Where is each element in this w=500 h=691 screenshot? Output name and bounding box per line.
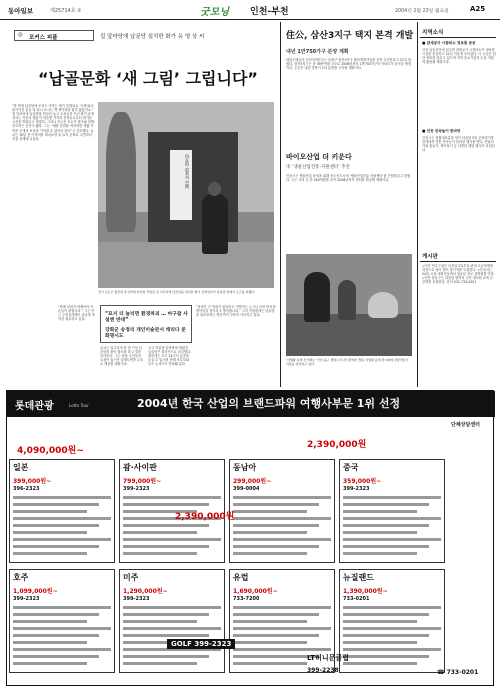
ad-block-text-line [13, 634, 99, 637]
ad-block-text-line [123, 552, 197, 555]
ad-block-title: 호주 [13, 573, 29, 582]
ad-block-text-line [343, 552, 417, 555]
ad-honeymoon-phone: 399-2238 [307, 667, 339, 674]
ad-bottom-phone: ☎ 733-0201 [437, 669, 479, 676]
ad-block-text-line [343, 655, 429, 658]
feature-headline: “납골문화 ‘새 그림’ 그립니다” [38, 69, 258, 88]
ad-block-text-line [123, 620, 197, 623]
newspaper-name: 동아일보 [8, 7, 34, 15]
kicker-bullet-icon: ◎ [18, 32, 23, 38]
ad-block-text-line [343, 606, 441, 609]
ad-block-text-line [13, 613, 99, 616]
local-news-title: 지역소식 [422, 30, 444, 36]
ad-block-text-line [13, 531, 87, 534]
ad-block-price: 399,000원~ [13, 478, 52, 485]
column-divider-right [417, 22, 418, 387]
ad-block-text-line [123, 545, 209, 548]
local-news-item2-body: 인천시는 정월대보름을 맞아 다음달 5일 문학경기장 일대에서 전통 민속놀이 한마당 행사를 연다. 연날리기와 윷놀이, 제기차기 등 다양한 체험 행사가 마련된다. [422, 136, 495, 153]
kicker-subtitle: 집 앞마당에 납골당 설치한 화가 유 영 상 씨 [100, 34, 205, 40]
ad-block-text-line [233, 606, 331, 609]
ad-block-phone: 399-2323 [123, 596, 150, 602]
photo-tree [106, 112, 136, 232]
mid2-photo-caption: ‘야생화 분재 신기해요’ 인천 중구 생명누리 전시장에서 열린 야생화 분재 전시회에 관람객들이 작품을 감상하고 있다. [286, 358, 409, 367]
ad-block-text-line [233, 662, 307, 665]
mid1-headline: 住公, 삼산3지구 택지 본격 개발 [286, 31, 414, 41]
ad-block-phone: 396-2323 [13, 486, 40, 492]
right-column [420, 24, 496, 386]
ad-block-text-line [13, 545, 99, 548]
ad-block-text-line [233, 620, 307, 623]
pull-quote-box [100, 305, 192, 343]
ad-block-phone: 399-2323 [123, 486, 150, 492]
goodmorning-logo: 굿모닝 [200, 7, 229, 18]
ad-block-text-line [123, 655, 209, 658]
ad-headline: 2004년 한국 산업의 브랜드파워 여행사부문 1위 선정 [137, 397, 401, 410]
ad-honeymoon-logo: LT허니문클럽 [307, 654, 349, 662]
ad-block-text-line [343, 662, 417, 665]
ad-block-price: 1,390,000원~ [343, 588, 388, 595]
feature-body-col3: 유씨는 일주일에 한 번 이상 납골당을 찾아 청소를 하고 꽃을 갈아둔다. 그는 마을 주민들의 요청이 있으면 설계도면을 무료로 제공할 계획이다. [100, 346, 144, 367]
feature-body-col2: “장례 문화가 바뀌어야 후손들이 편합니다.” 그는 인근 주민들에게도 납골당 조성을 권유하고 있다. [58, 305, 95, 322]
pull-quote-1: “묘지 더 늘리면 환경파괴 … 마구잡 사설엔 반대” [105, 312, 188, 323]
bulletin-title: 게시판 [422, 254, 438, 260]
ad-block-text-line [233, 503, 319, 506]
ad-block-text-line [233, 524, 319, 527]
ad-block-text-line [13, 517, 111, 520]
ad-block-text-line [233, 545, 319, 548]
ad-block-text-line [343, 510, 417, 513]
ad-big-price-2: 2,390,000원 [175, 512, 235, 522]
mid2-body: 인천시는 생물산업 육성을 위해 송도신도시에 ‘생물산업진흥·지원센터’를 건립한다고 밝혔다. 시는 국비 등 총 450억원을 들여 2006년까지 센터를 완공할 계획이다. [286, 174, 411, 183]
ad-block-text-line [123, 634, 209, 637]
issue-number: 제25714호 ② [50, 8, 82, 14]
ad-block-text-line [233, 627, 331, 630]
ad-block-text-line [343, 531, 417, 534]
feature-body-col5: “당장은 큰 변화가 없더라도 언젠가는 누구나 이런 방식을 받아들일 것이라고 생각합니다.” 그의 작업장에는 납골당을 둘러보려는 방문객이 꾸준히 이어지고 있다. [196, 305, 276, 318]
ad-block-phone: 399-0004 [233, 486, 260, 492]
feature-kicker-box [14, 30, 94, 41]
bulletin-body: ▽인천 연수구청은 다음달 2일부터 관내 초등학생을 대상으로 영어 캠프 참가자를 모집한다. ▽부천시는 24일 시청 대회의실에서 청소년 진로 설명회를 연다. ▽인천 남동구는 다음달 말까지 주민 정보화 교육 수강생을 모집한다. 문의 032-733-0201 [422, 264, 495, 285]
ad-block-text-line [233, 552, 307, 555]
mid-article-2 [284, 150, 414, 385]
ad-block-text-line [13, 627, 111, 630]
photo-ground [98, 242, 274, 288]
ad-block-text-line [13, 606, 111, 609]
ad-block-text-line [233, 531, 307, 534]
ad-block-text-line [123, 531, 197, 534]
ad-block [9, 459, 115, 563]
ad-block-text-line [13, 662, 87, 665]
photo-visitor-1 [304, 272, 330, 322]
ad-block-text-line [13, 524, 99, 527]
ad-block-text-line [123, 538, 221, 541]
feature-body-col4: 고고 작업장 앞마당에 세워진 납골당은 화강석으로 마감했다. 내부에는 모두 24기의 유골을 모실 수 있으며 현재 조부모와 부모 등 6기가 안치돼 있다. [148, 346, 192, 367]
ad-block [9, 569, 115, 673]
ad-block-title: 중국 [343, 463, 359, 472]
ad-big-price-3: 2,390,000원 [307, 440, 367, 450]
ad-block-text-line [343, 627, 441, 630]
ad-block-text-line [13, 620, 87, 623]
ad-golf-label: GOLF 399-2323 [167, 639, 235, 649]
local-news-item1-title: ■ 관세공사 시험비소 정보통 준공 [422, 41, 476, 45]
ad-block-text-line [123, 496, 221, 499]
photo-bonsai [368, 292, 398, 318]
mid1-subhead: 내년 1만750가구 분양 계획 [286, 49, 349, 55]
ad-block-text-line [233, 613, 319, 616]
issue-date: 2004년 2월 23일 월요일 [395, 9, 449, 14]
ad-block-text-line [233, 648, 331, 651]
ad-block-text-line [233, 517, 331, 520]
ad-block [339, 459, 445, 563]
ad-block-text-line [13, 496, 111, 499]
ad-block-text-line [343, 641, 417, 644]
ad-block [339, 569, 445, 673]
ad-block-phone: 733-0201 [343, 596, 370, 602]
ad-block-text-line [123, 627, 221, 630]
ad-block [229, 459, 335, 563]
ad-block-price: 1,290,000원~ [123, 588, 168, 595]
pull-quote-2: 강화군 송정리 개인미술관서 캐리다 문화명시도 [105, 328, 186, 339]
ad-block-text-line [233, 634, 319, 637]
feature-photo [98, 102, 274, 288]
local-news-item2-title: ■ 인천 민속놀이 한마당 [422, 129, 461, 133]
photo-person [202, 194, 228, 254]
photo-caption: 경기 김포군 월곶면 용강리에 자신의 작업장 겸 거주지에 납골당을 설치한 화가 유영상씨가 납골당 앞에서 포즈를 취했다. [98, 290, 256, 294]
ad-block-text-line [343, 496, 441, 499]
ad-block-text-line [13, 503, 99, 506]
mid2-photo [286, 254, 412, 356]
ad-block-text-line [343, 524, 429, 527]
photo-person-head [208, 182, 221, 196]
ad-brand-logo: 롯데관광 [15, 401, 54, 412]
ad-block-text-line [343, 545, 429, 548]
ad-block-text-line [123, 524, 209, 527]
photo-visitor-2 [338, 280, 356, 320]
ad-big-price-1: 4,090,000원~ [17, 446, 84, 456]
ad-block-text-line [123, 613, 209, 616]
ad-block-phone: 733-7200 [233, 596, 260, 602]
ad-block-title: 일본 [13, 463, 29, 472]
ad-block-text-line [343, 648, 441, 651]
mid2-subhead: 市 ‘생물산업진흥·지원센터’ 추진 [286, 165, 350, 170]
ad-block-phone: 399-2323 [13, 596, 40, 602]
feature-body-col1: “한 번에 납골당에 모셔드 리자는 얘기 못했어요. 이제 와서 돌아가신 분들 다 다시 모시는 게 생각처럼 쉽지 않았지요.” 집 앞마당에 납골당을 만들어 놓고 조상들을 모신 화가 유영상씨는 자신의 행동이 처음엔 가족과 친척들로부터 따가운 시선을 받았다고 말했다. 그러나 지금은 모두가 찾아와 함께 추모하는 공간이 됐다. 그는 “매장 문화를 바꾸려면 생활 가까운 곳에서 조상을 기억할 수 있어야 한다”고 강조했다. 유씨는 10년 전 아버지를 떠나보낸 뒤 묘지 문제로 고민하다 직접 설계에 나섰다. [12, 104, 94, 141]
column-divider-left [280, 22, 281, 387]
local-news-item1-body: 인천 남동공단에 입주한 관세공사 시험비소가 정보통 시설을 준공하고 22일 가동에 들어갔다. 이 시설은 첨단 장비를 갖추고 있으며 지역 중소기업의 수출 지원에 활용될 예정이다. [422, 48, 496, 65]
ad-block-text-line [123, 503, 209, 506]
ad-block-price: 799,000원~ [123, 478, 162, 485]
ad-block-text-line [13, 538, 111, 541]
bulletin-rule [420, 261, 496, 262]
ad-block-text-line [233, 641, 307, 644]
ad-side-label: 단체상담센터 [451, 422, 480, 428]
ad-block-title: 미주 [123, 573, 139, 582]
ad-block-text-line [343, 538, 441, 541]
ad-block-text-line [343, 503, 429, 506]
ad-block-text-line [123, 662, 197, 665]
ad-block-text-line [13, 655, 99, 658]
photo-shrine-sign-text: 內在的 追求의 空間 [185, 154, 190, 189]
ad-block-text-line [343, 634, 429, 637]
ad-block-title: 괌·사이판 [123, 463, 157, 472]
ad-block-title: 동남아 [233, 463, 257, 472]
mid1-body: 대한주택공사 인천지역본부는 부평구 삼산3지구 택지개발사업을 본격 추진한다고 22일 밝혔다. 삼산3지구는 총 49만여평 규모로 2006년까지 1만750가구의 아파트가 들어설 예정이다. 주공은 내년 상반기 1차 분양을 시작할 계획이다. [286, 58, 412, 71]
ad-block-text-line [13, 552, 87, 555]
ad-brand-sub: Lotte Tour [69, 403, 89, 408]
ad-block-text-line [233, 538, 331, 541]
ad-block-text-line [343, 620, 417, 623]
kicker-label: 포커스 피플 [29, 34, 58, 41]
ad-block-price: 359,000원~ [343, 478, 382, 485]
ad-block-price: 1,690,000원~ [233, 588, 278, 595]
ad-block-text-line [343, 517, 441, 520]
page-header [0, 0, 500, 20]
ad-block [119, 569, 225, 673]
page-number: A25 [470, 5, 486, 13]
ad-block-text-line [13, 510, 87, 513]
mid2-headline: 바이오산업 더 키운다 [286, 153, 352, 161]
ad-block-text-line [13, 648, 111, 651]
ad-block-text-line [123, 606, 221, 609]
ad-block-title: 유럽 [233, 573, 249, 582]
ad-block-text-line [343, 613, 429, 616]
ad-block-text-line [13, 641, 87, 644]
advertisement [6, 390, 494, 686]
ad-block-text-line [233, 510, 307, 513]
ad-block-title: 뉴질랜드 [343, 573, 374, 582]
feature-article [8, 24, 276, 324]
ad-block-price: 1,099,000원~ [13, 588, 58, 595]
ad-block-phone: 399-2323 [343, 486, 370, 492]
ad-block-text-line [233, 496, 331, 499]
local-news-rule [420, 37, 496, 38]
section-title: 인천-부천 [250, 7, 289, 17]
ad-block-price: 299,000원~ [233, 478, 272, 485]
